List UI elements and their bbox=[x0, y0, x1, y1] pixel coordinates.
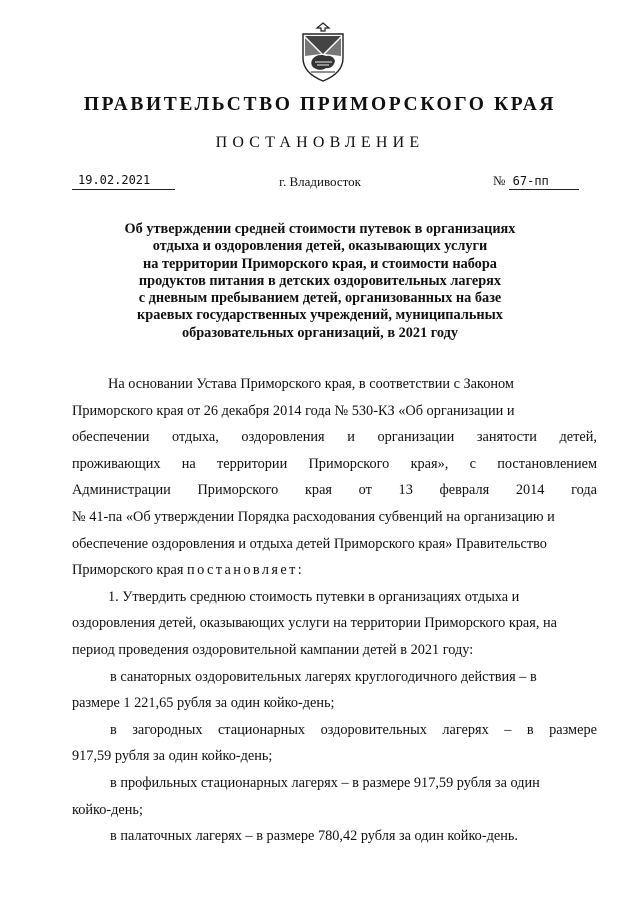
body-line: № 41-па «Об утверждении Порядка расходования субвенций на организацию и bbox=[72, 508, 555, 525]
body-word: – bbox=[504, 721, 512, 738]
document-date: 19.02.2021 bbox=[72, 173, 175, 190]
body-word: загородных bbox=[132, 721, 203, 738]
body-word: края», bbox=[410, 455, 449, 472]
body-line: в санаторных оздоровительных лагерях круглогодичного действия – в bbox=[110, 668, 537, 685]
title-line: краевых государственных учреждений, муниципальных bbox=[137, 307, 503, 324]
body-line bbox=[72, 477, 597, 504]
body-line: койко-день; bbox=[72, 801, 143, 818]
body-word: года bbox=[571, 482, 597, 499]
body-word: обеспечении bbox=[72, 429, 150, 446]
body-line bbox=[72, 717, 597, 744]
body-word: организации bbox=[377, 429, 455, 446]
government-title: ПРАВИТЕЛЬСТВО ПРИМОРСКОГО КРАЯ bbox=[83, 94, 557, 115]
body-line: в палаточных лагерях – в размере 780,42 рубля за один койко-день. bbox=[110, 828, 518, 845]
title-line: Об утверждении средней стоимости путевок в организациях bbox=[124, 221, 516, 237]
body-word: проживающих bbox=[72, 455, 161, 472]
body-word: Администрации bbox=[72, 482, 171, 499]
body-text: Приморского края bbox=[72, 562, 188, 579]
body-word: от bbox=[358, 482, 372, 499]
document-number bbox=[493, 173, 588, 190]
body-word: края bbox=[304, 482, 333, 499]
body-word: в bbox=[526, 721, 534, 738]
number-sign: № bbox=[493, 173, 506, 188]
body-word: оздоровления bbox=[241, 429, 325, 446]
body-word: в bbox=[110, 721, 117, 738]
body-line: обеспечение оздоровления и отдыха детей Приморского края» Правительство bbox=[72, 535, 547, 552]
body-line: 917,59 рубля за один койко-день; bbox=[72, 748, 273, 765]
body-line: На основании Устава Приморского края, в соответствии с Законом bbox=[108, 376, 514, 392]
body-word: территории bbox=[217, 455, 288, 472]
body-line: размере 1 221,65 рубля за один койко-день; bbox=[72, 695, 335, 712]
body-line bbox=[72, 424, 597, 451]
coat-of-arms-emblem bbox=[299, 22, 347, 82]
body-line: в профильных стационарных лагерях – в размере 917,59 рубля за один bbox=[110, 774, 540, 791]
body-word: с bbox=[469, 455, 476, 472]
body-word: на bbox=[181, 455, 196, 472]
title-line: на территории Приморского края, и стоимости набора bbox=[143, 255, 497, 272]
body-line: Приморского края от 26 декабря 2014 года № 530-КЗ «Об организации и bbox=[72, 402, 515, 419]
body-word: Приморского bbox=[308, 455, 390, 472]
document-title bbox=[110, 221, 530, 342]
body-line: 1. Утвердить среднюю стоимость путевки в организациях отдыха и bbox=[108, 588, 520, 605]
title-line: образовательных организаций, в 2021 году bbox=[181, 324, 459, 341]
body-word: и bbox=[347, 429, 355, 446]
body-word: детей, bbox=[559, 429, 597, 446]
body-word: размере bbox=[549, 721, 597, 738]
body-word: отдыха, bbox=[172, 429, 219, 446]
title-line: отдыха и оздоровления детей, оказывающих услуги bbox=[152, 238, 488, 255]
body-line: оздоровления детей, оказывающих услуги на территории Приморского края, на bbox=[72, 615, 557, 632]
document-body bbox=[72, 371, 597, 850]
title-line: продуктов питания в детских оздоровительных лагерях bbox=[138, 272, 502, 289]
body-text-spaced: постановляет: bbox=[187, 562, 305, 579]
body-word: 13 bbox=[398, 482, 413, 499]
body-word: февраля bbox=[439, 482, 490, 499]
body-word: Приморского bbox=[197, 482, 279, 499]
number-value: 67-пп bbox=[509, 174, 579, 190]
body-word: занятости bbox=[476, 429, 537, 446]
document-city: г. Владивосток bbox=[279, 174, 361, 189]
body-line bbox=[72, 557, 597, 584]
body-word: 2014 bbox=[515, 482, 545, 499]
body-word: оздоровительных bbox=[320, 721, 427, 738]
document-type: ПОСТАНОВЛЕНИЕ bbox=[215, 134, 425, 151]
body-word: постановлением bbox=[497, 455, 597, 472]
body-word: лагерях bbox=[442, 721, 489, 738]
body-word: стационарных bbox=[217, 721, 306, 738]
body-line: период проведения оздоровительной кампании детей в 2021 году: bbox=[72, 641, 474, 658]
body-line bbox=[72, 451, 597, 478]
title-line: с дневным пребыванием детей, организованных на базе bbox=[138, 290, 502, 307]
